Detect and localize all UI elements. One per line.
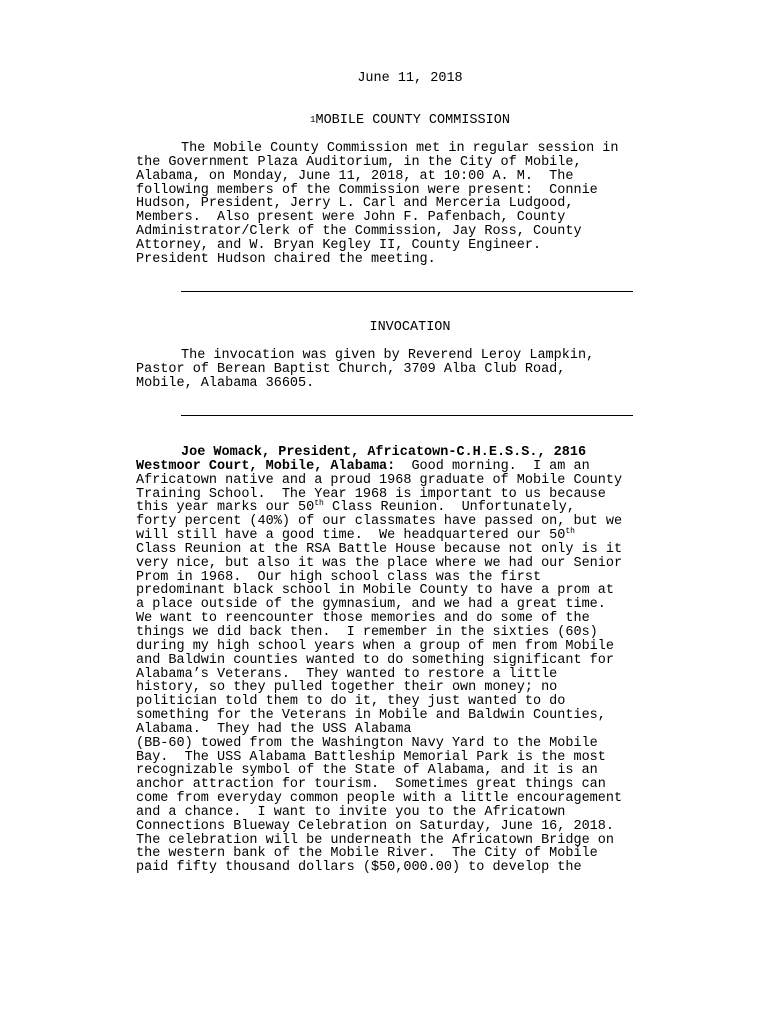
paragraph-line: The Mobile County Commission met in regular session in [181,141,619,156]
opening-paragraph [136,142,684,267]
paragraph-line: paid fifty thousand dollars ($50,000.00) to develop the [136,860,582,876]
paragraph-line: Mobile, Alabama 36605. [136,375,315,391]
paragraph-line: Westmoor Court, Mobile, Alabama: Good morning. I am an [136,458,590,474]
paragraph-line: Alabama’s Veterans. They wanted to restore a little [136,666,558,682]
paragraph-line: during my high school years when a group of men from Mobile [136,638,614,654]
paragraph-line: Class Reunion at the RSA Battle House because not only is it [136,541,623,557]
paragraph-line: Bay. The USS Alabama Battleship Memorial Park is the most [136,749,606,765]
commission-heading-text: MOBILE COUNTY COMMISSION [315,113,510,128]
section-divider [181,415,633,416]
paragraph-line: very nice, but also it was the place where we had our Senior [136,555,623,571]
speaker-address: Westmoor Court, Mobile, Alabama: [136,458,396,474]
paragraph-line: something for the Veterans in Mobile and Baldwin Counties, [136,708,606,724]
paragraph-line: history, so they pulled together their own money; no [136,680,558,696]
paragraph-line: (BB-60) towed from the Washington Navy Yard to the Mobile [136,735,598,751]
paragraph-line: President Hudson chaired the meeting. [136,251,436,267]
paragraph-line: Hudson, President, Jerry L. Carl and Merceria Ludgood, [136,196,574,212]
paragraph-line: and Baldwin counties wanted to do something significant for [136,652,614,668]
paragraph-line: the western bank of the Mobile River. The City of Mobile [136,846,598,862]
paragraph-line: a place outside of the gymnasium, and we had a great time. [136,597,606,613]
footnote-marker: 1 [310,115,316,125]
paragraph-line: anchor attraction for tourism. Sometimes great things can [136,777,606,793]
paragraph-line: Administrator/Clerk of the Commission, Jay Ross, County [136,224,582,240]
invocation-heading: INVOCATION [369,320,451,335]
section-divider [181,291,633,292]
paragraph-line: Connections Blueway Celebration on Saturday, June 16, 2018. [136,818,614,834]
speaker-name: Joe Womack, President, Africatown-C.H.E.S.S., 2816 [181,445,587,460]
paragraph-line: things we did back then. I remember in the sixties (60s) [136,624,598,640]
document-date: June 11, 2018 [357,71,463,86]
paragraph-line: Alabama. They had the USS Alabama [136,721,412,737]
paragraph-line: forty percent (40%) of our classmates have passed on, but we [136,514,623,530]
paragraph-line: this year marks our 50th Class Reunion. Unfortunately, [136,499,575,516]
paragraph-line: Alabama, on Monday, June 11, 2018, at 10:00 A. M. The [136,168,574,184]
ordinal-superscript: th [314,499,324,509]
paragraph-line: Training School. The Year 1968 is important to us because [136,486,606,502]
paragraph-line: Attorney, and W. Bryan Kegley II, County Engineer. [136,237,542,253]
paragraph-line: following members of the Commission were present: Connie [136,182,598,198]
speaker-name-line [136,446,684,460]
paragraph-line: Pastor of Berean Baptist Church, 3709 Alba Club Road, [136,361,566,377]
paragraph-line: Prom in 1968. Our high school class was the first [136,569,542,585]
paragraph-line: will still have a good time. We headquartered our 50th [136,527,575,544]
ordinal-superscript: th [565,527,575,537]
paragraph-line: recognizable symbol of the State of Alabama, and it is an [136,763,598,779]
paragraph-line: predominant black school in Mobile County to have a prom at [136,583,614,599]
paragraph-line: and a chance. I want to invite you to the Africatown [136,804,566,820]
speaker-remarks-continued [136,543,684,875]
paragraph-line: politician told them to do it, they just wanted to do [136,694,566,710]
paragraph-line: the Government Plaza Auditorium, in the City of Mobile, [136,154,582,170]
invocation-paragraph [136,349,684,391]
speaker-remarks-paragraph [136,446,684,875]
paragraph-line: come from everyday common people with a little encouragement [136,791,623,807]
paragraph-line: The celebration will be underneath the Africatown Bridge on [136,832,614,848]
paragraph-line: We want to reencounter those memories and do some of the [136,611,590,627]
commission-heading [136,114,684,128]
paragraph-line: The invocation was given by Reverend Leroy Lampkin, [181,348,595,363]
paragraph-line: Africatown native and a proud 1968 graduate of Mobile County [136,472,623,488]
paragraph-line: Members. Also present were John F. Pafenbach, County [136,210,566,226]
